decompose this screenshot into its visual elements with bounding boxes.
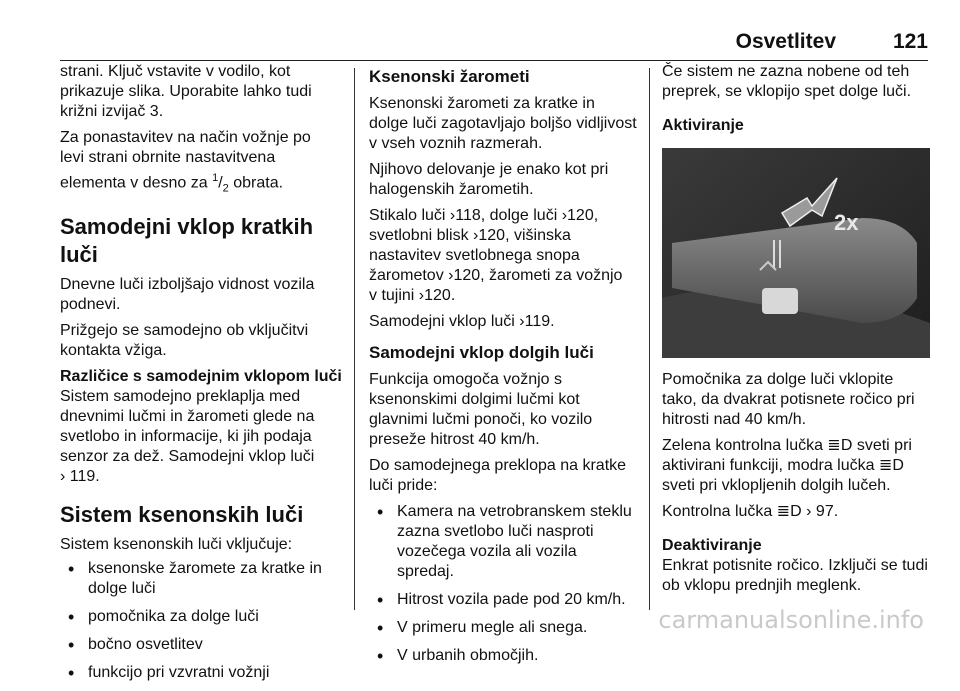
paragraph: Če sistem ne zazna nobene od teh preprek, se vklopijo spet dolge luči. bbox=[662, 63, 912, 100]
paragraph: Do samodejnega preklopa na kratke luči pride: bbox=[369, 457, 627, 494]
list-item: • V urbanih območjih. bbox=[369, 646, 641, 666]
heading: Ksenonski žarometi bbox=[369, 67, 530, 86]
paragraph: Sistem ksenonskih luči vključuje: bbox=[60, 535, 293, 553]
heading: Sistem ksenonskih luči bbox=[60, 501, 304, 527]
list-item: • pomočnika za dolge luči bbox=[60, 607, 344, 627]
lever-photo bbox=[662, 148, 930, 358]
column-2 bbox=[369, 62, 641, 674]
photo-label: 2x bbox=[834, 210, 859, 235]
paragraph: Prižgejo se samodejno ob vključitvi kontakta vžiga. bbox=[60, 321, 309, 359]
subheading: Različice s samodejnim vklopom luči bbox=[60, 367, 342, 385]
watermark: carmanualsonline.info bbox=[658, 606, 924, 634]
list-item: • Kamera na vetrobranskem steklu zazna svetlobo luči nasproti vozečega vozila ali vozila spredaj. bbox=[369, 502, 641, 582]
paragraph: Njihovo delovanje je enako kot pri halogenskih žarometih. bbox=[369, 161, 609, 198]
paragraph: Ksenonski žarometi za kratke in dolge luči zagotavljajo boljšo vidljivost v vseh voznih razmerah. bbox=[369, 95, 637, 152]
paragraph: Sistem samodejno preklaplja med dnevnimi lučmi in žarometi glede na svetlobo in informacije, ki jih podaja senzor za dež. Samodejni vklop luči bbox=[60, 387, 315, 465]
list-item: • funkcijo pri vzvratni vožnji bbox=[60, 663, 344, 683]
list-item: • bočno osvetlitev bbox=[60, 635, 344, 655]
subheading: Deaktiviranje bbox=[662, 537, 762, 554]
turn-signal-lever-illustration bbox=[662, 148, 930, 358]
page-reference: › 119. bbox=[60, 467, 100, 485]
page-number: 121 bbox=[892, 30, 928, 53]
paragraph: Zelena kontrolna lučka ≣D sveti pri aktivirani funkciji, modra lučka ≣D sveti pri vklopljenih dolgih lučeh. bbox=[662, 437, 912, 494]
list-item: • V primeru megle ali snega. bbox=[369, 618, 641, 638]
column-divider bbox=[649, 68, 650, 610]
paragraph: Pomočnika za dolge luči vklopite tako, da dvakrat potisnete ročico pri hitrosti nad 40 km/h. bbox=[662, 371, 915, 428]
paragraph: Enkrat potisnite ročico. Izključi se tudi ob vklopu prednjih meglenk. bbox=[662, 557, 928, 594]
paragraph: Funkcija omogoča vožnjo s ksenonskimi dolgimi lučmi kot glavnimi lučmi ponoči, ko vozilo preseže hitrost 40 km/h. bbox=[369, 371, 593, 448]
paragraph: Samodejni vklop luči ›119. bbox=[369, 313, 555, 330]
column-divider bbox=[354, 68, 355, 610]
paragraph: Dnevne luči izboljšajo vidnost vozila podnevi. bbox=[60, 275, 315, 313]
paragraph: strani. Ključ vstavite v vodilo, kot prikazuje slika. Uporabite lahko tudi križni izvijač 3. bbox=[60, 63, 312, 120]
paragraph: Za ponastavitev na način vožnje po levi strani obrnite nastavitvena elementa v desno za $^1/_2$ obrata. bbox=[60, 129, 311, 195]
column-3 bbox=[662, 62, 930, 602]
paragraph: Stikalo luči ›118, dolge luči ›120, svetlobni blisk ›120, višinska nastavitev svetlobnega snopa žarometov ›120, žarometi za vožnjo v tujini ›120. bbox=[369, 207, 623, 304]
subheading: Aktiviranje bbox=[662, 117, 744, 134]
heading: Samodejni vklop kratkih luči bbox=[60, 213, 314, 267]
section-title: Osvetlitev bbox=[735, 30, 836, 53]
list-item: • ksenonske žaromete za kratke in dolge luči bbox=[60, 559, 344, 599]
list-item: • Hitrost vozila pade pod 20 km/h. bbox=[369, 590, 641, 610]
bullet-list bbox=[369, 502, 641, 666]
column-1 bbox=[60, 62, 344, 691]
bullet-list bbox=[60, 559, 344, 683]
heading: Samodejni vklop dolgih luči bbox=[369, 343, 594, 362]
paragraph: Kontrolna lučka ≣D › 97. bbox=[662, 503, 839, 520]
page-header bbox=[60, 30, 928, 61]
